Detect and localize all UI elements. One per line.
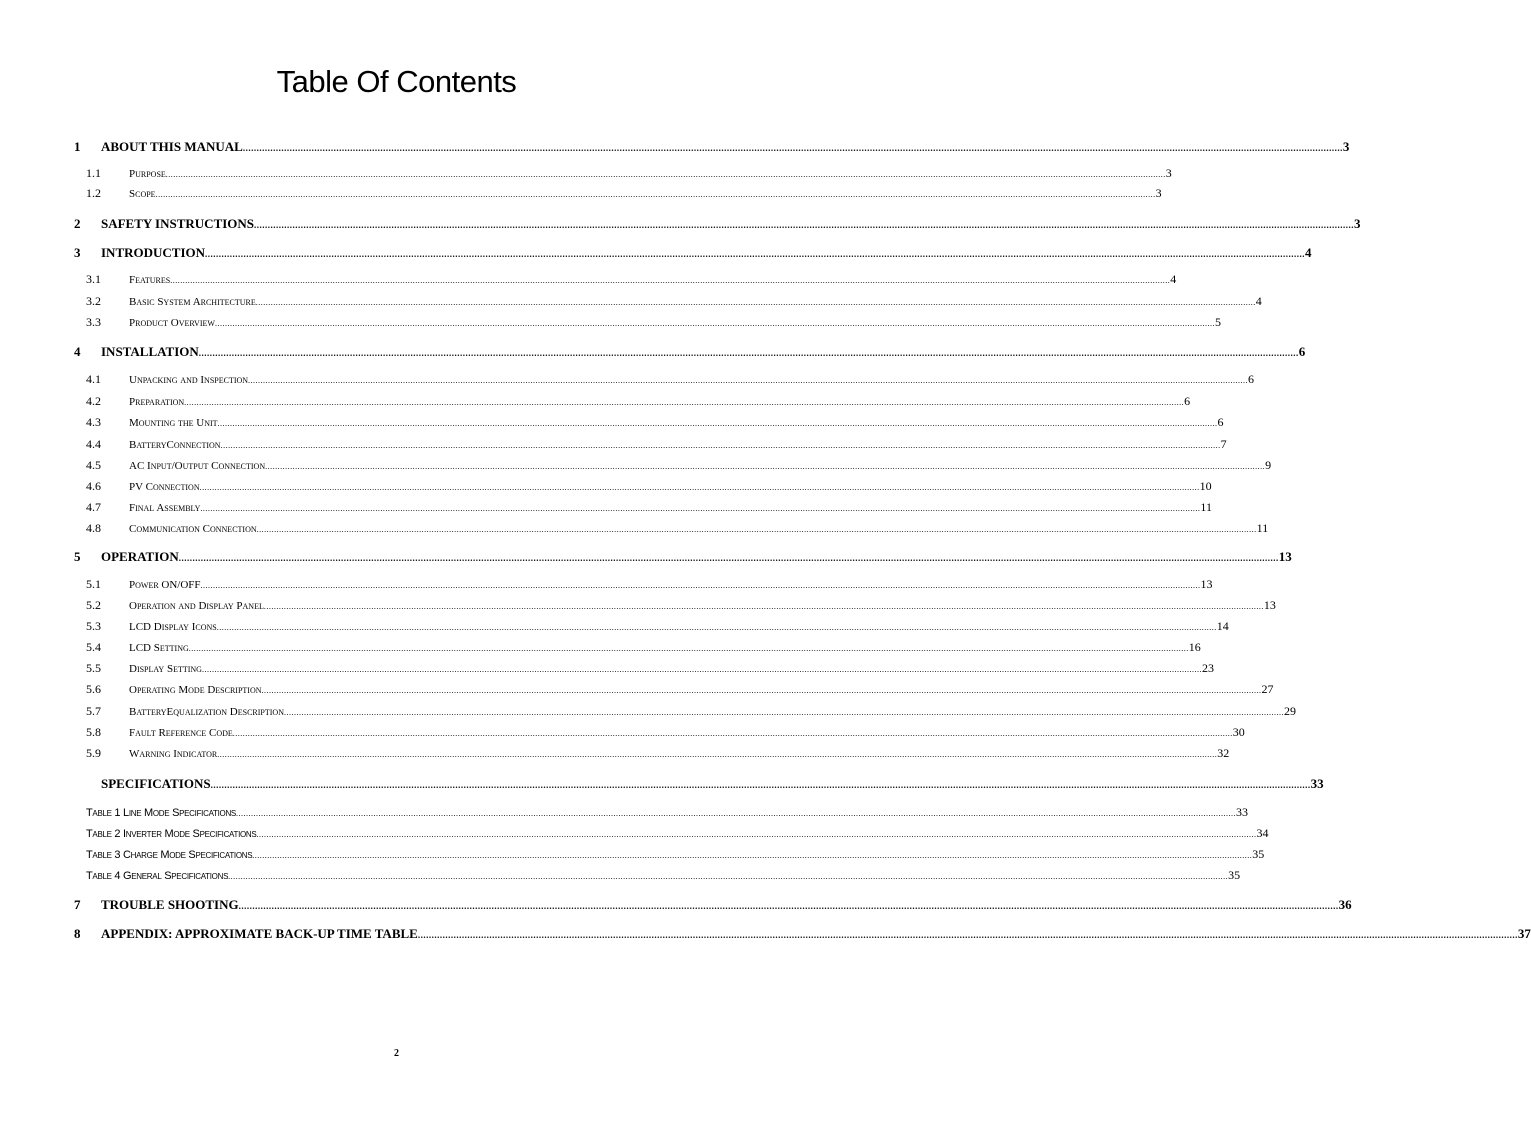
toc-entry-number: 4.6 [86, 479, 101, 493]
toc-entry-page: 7 [1220, 437, 1227, 451]
toc-entry[interactable] [86, 437, 1227, 455]
toc-entry[interactable] [86, 315, 1221, 333]
toc-entry-page: 3 [1165, 166, 1172, 180]
toc-entry-page: 29 [1283, 704, 1296, 718]
toc-entry-label: Final Assembly [129, 502, 201, 514]
toc-entry-number: 1.1 [86, 166, 101, 180]
toc-entry-label: Product Overview [129, 317, 215, 329]
toc-entry-page: 32 [1217, 746, 1230, 760]
toc-entry-page: 9 [1265, 458, 1272, 472]
toc-entry-page: 11 [1200, 500, 1212, 514]
toc-entry-label: Features [129, 274, 171, 286]
toc-entry-page: 35 [1228, 868, 1241, 882]
toc-entry-number: 5.4 [86, 640, 101, 654]
toc-leader-dots: ................................................................................................................................................................................................................................................................................................................................................................................................................ [200, 581, 1201, 590]
toc-leader-dots: ................................................................................................................................................................................................................................................................................................................................................................................................................ [417, 930, 1518, 940]
toc-entry-page: 33 [1310, 776, 1324, 791]
toc-entry[interactable] [86, 805, 1248, 823]
toc-entry-label: Mounting the Unit [129, 417, 218, 429]
toc-entry-page: 6 [1298, 344, 1306, 359]
toc-entry[interactable] [86, 661, 1214, 679]
toc-leader-dots: ................................................................................................................................................................................................................................................................................................................................................................................................................ [252, 851, 1253, 860]
toc-leader-dots: ................................................................................................................................................................................................................................................................................................................................................................................................................ [205, 249, 1306, 259]
toc-entry-label: INSTALLATION [101, 344, 199, 359]
toc-entry-label: SAFETY INSTRUCTIONS [101, 216, 255, 231]
toc-entry-page: 23 [1201, 661, 1214, 675]
page-title: Table Of Contents [276, 64, 517, 99]
toc-leader-dots: ................................................................................................................................................................................................................................................................................................................................................................................................................ [232, 729, 1233, 738]
toc-entry-label: Fault Reference Code [129, 727, 233, 739]
toc-entry-number: 7 [74, 897, 81, 912]
toc-entry[interactable] [74, 776, 1324, 794]
toc-entry[interactable] [86, 598, 1276, 616]
toc-leader-dots: ................................................................................................................................................................................................................................................................................................................................................................................................................ [238, 901, 1339, 911]
toc-entry[interactable] [86, 847, 1265, 865]
toc-entry-label: Unpacking and Inspection [129, 374, 249, 386]
toc-entry-number: 3.2 [86, 294, 101, 308]
toc-entry-page: 34 [1256, 826, 1269, 840]
toc-entry-number: 3 [74, 245, 81, 260]
toc-entry[interactable] [86, 372, 1255, 390]
toc-entry-label: BatteryConnection [129, 439, 221, 451]
toc-entry-label: Warning Indicator [129, 748, 218, 760]
toc-entry-page: 3 [1354, 216, 1361, 231]
toc-leader-dots: ................................................................................................................................................................................................................................................................................................................................................................................................................ [210, 780, 1311, 790]
toc-leader-dots: ................................................................................................................................................................................................................................................................................................................................................................................................................ [228, 872, 1229, 881]
toc-entry-label: Scope [129, 188, 156, 200]
toc-leader-dots: ................................................................................................................................................................................................................................................................................................................................................................................................................ [200, 504, 1201, 513]
toc-entry-page: 4 [1305, 245, 1312, 260]
toc-leader-dots: ................................................................................................................................................................................................................................................................................................................................................................................................................ [248, 376, 1249, 385]
toc-leader-dots: ................................................................................................................................................................................................................................................................................................................................................................................................................ [216, 623, 1217, 632]
toc-leader-dots: ................................................................................................................................................................................................................................................................................................................................................................................................................ [256, 830, 1257, 839]
toc-entry-number: 4.2 [86, 394, 101, 408]
toc-entry-number: 4.3 [86, 415, 101, 429]
toc-entry[interactable] [86, 272, 1177, 290]
toc-entry[interactable] [86, 294, 1262, 312]
toc-leader-dots: ................................................................................................................................................................................................................................................................................................................................................................................................................ [263, 602, 1264, 611]
toc-entry-page: 33 [1235, 805, 1248, 819]
toc-entry-number: 4.8 [86, 521, 101, 535]
toc-entry[interactable] [74, 344, 1306, 362]
toc-entry-page: 3 [1342, 139, 1350, 154]
toc-entry-page: 11 [1256, 521, 1269, 535]
toc-entry-label: LCD Display Icons [129, 621, 217, 633]
toc-leader-dots: ................................................................................................................................................................................................................................................................................................................................................................................................................ [201, 665, 1202, 674]
toc-entry-page: 35 [1252, 847, 1265, 861]
toc-entry-page: 5 [1214, 315, 1221, 329]
toc-entry-label: Table 4 General Specifications [86, 870, 229, 882]
toc-leader-dots: ................................................................................................................................................................................................................................................................................................................................................................................................................ [170, 276, 1171, 285]
toc-entry-page: 6 [1248, 372, 1255, 386]
toc-entry-label: Operating Mode Description [129, 684, 262, 696]
toc-entry-number: 4.7 [86, 500, 101, 514]
toc-leader-dots: ................................................................................................................................................................................................................................................................................................................................................................................................................ [256, 525, 1257, 534]
toc-entry-number: 5.5 [86, 661, 101, 675]
toc-entry-label: SPECIFICATIONS [101, 776, 211, 791]
toc-entry-label: Display Setting [129, 663, 202, 675]
toc-entry[interactable] [74, 549, 1292, 567]
toc-entry-page: 13 [1263, 598, 1276, 612]
toc-leader-dots: ................................................................................................................................................................................................................................................................................................................................................................................................................ [165, 170, 1166, 179]
toc-entry-page: 13 [1200, 577, 1213, 591]
toc-entry-label: Purpose [129, 168, 166, 180]
toc-entry-number: 5.9 [86, 746, 101, 760]
toc-entry-number: 2 [74, 216, 81, 231]
toc-entry-page: 30 [1232, 725, 1245, 739]
toc-entry[interactable] [86, 640, 1201, 658]
toc-entry[interactable] [86, 868, 1241, 886]
toc-leader-dots: ................................................................................................................................................................................................................................................................................................................................................................................................................ [261, 686, 1262, 695]
toc-entry-page: 4 [1170, 272, 1177, 286]
toc-leader-dots: ................................................................................................................................................................................................................................................................................................................................................................................................................ [214, 319, 1215, 328]
toc-entry[interactable] [86, 704, 1296, 722]
toc-entry-page: 4 [1255, 294, 1262, 308]
toc-entry-page: 36 [1338, 897, 1352, 912]
toc-entry-label: TROUBLE SHOOTING [101, 897, 239, 912]
toc-entry-number: 5.1 [86, 577, 101, 591]
toc-leader-dots: ................................................................................................................................................................................................................................................................................................................................................................................................................ [217, 750, 1218, 759]
toc-entry-label: Table 3 Charge Mode Specifications [86, 849, 253, 861]
toc-entry-number: 4 [74, 344, 81, 359]
toc-leader-dots: ................................................................................................................................................................................................................................................................................................................................................................................................................ [184, 398, 1185, 407]
toc-entry-number: 5.8 [86, 725, 101, 739]
toc-entry-number: 5 [74, 549, 81, 564]
toc-entry-label: Basic System Architecture [129, 296, 256, 308]
toc-entry[interactable] [86, 415, 1224, 433]
toc-entry-number: 3.1 [86, 272, 101, 286]
toc-entry-number: 4.4 [86, 437, 101, 451]
toc-entry-number: 4.1 [86, 372, 101, 386]
toc-entry[interactable] [86, 619, 1229, 637]
toc-entry[interactable] [74, 216, 1361, 234]
toc-entry[interactable] [86, 458, 1272, 476]
toc-leader-dots: ................................................................................................................................................................................................................................................................................................................................................................................................................ [199, 483, 1200, 492]
toc-entry[interactable] [86, 479, 1212, 497]
toc-entry-page: 10 [1199, 479, 1212, 493]
toc-entry-label: OPERATION [101, 549, 179, 564]
toc-entry[interactable] [86, 394, 1191, 412]
toc-entry-label: PV Connection [129, 481, 200, 493]
toc-entry[interactable] [86, 186, 1162, 204]
toc-entry-number: 5.7 [86, 704, 101, 718]
toc-entry-number: 1.2 [86, 186, 101, 200]
toc-leader-dots: ................................................................................................................................................................................................................................................................................................................................................................................................................ [265, 462, 1266, 471]
toc-entry-page: 27 [1261, 682, 1274, 696]
toc-entry-number: 5.3 [86, 619, 101, 633]
toc-leader-dots: ................................................................................................................................................................................................................................................................................................................................................................................................................ [220, 441, 1221, 450]
toc-entry[interactable] [86, 577, 1213, 595]
toc-entry-label: Table 2 Inverter Mode Specifications [86, 828, 257, 840]
toc-entry[interactable] [86, 500, 1212, 518]
toc-entry-label: Communication Connection [129, 523, 257, 535]
toc-entry-label: LCD Setting [129, 642, 189, 654]
toc-leader-dots: ................................................................................................................................................................................................................................................................................................................................................................................................................ [155, 190, 1156, 199]
toc-entry-page: 3 [1155, 186, 1162, 200]
toc-entry-label: ABOUT THIS MANUAL [101, 139, 243, 154]
toc-entry-page: 13 [1278, 549, 1292, 564]
toc-entry[interactable] [74, 245, 1312, 263]
toc-entry[interactable] [86, 746, 1230, 764]
toc-entry-label: INTRODUCTION [101, 245, 206, 260]
toc-entry-number: 5.2 [86, 598, 101, 612]
toc-entry-label: Preparation [129, 396, 185, 408]
toc-entry[interactable] [74, 926, 1531, 944]
toc-entry-number: 4.5 [86, 458, 101, 472]
toc-leader-dots: ................................................................................................................................................................................................................................................................................................................................................................................................................ [235, 809, 1236, 818]
toc-leader-dots: ................................................................................................................................................................................................................................................................................................................................................................................................................ [283, 708, 1284, 717]
toc-leader-dots: ................................................................................................................................................................................................................................................................................................................................................................................................................ [255, 298, 1256, 307]
toc-entry-number: 5.6 [86, 682, 101, 696]
toc-leader-dots: ................................................................................................................................................................................................................................................................................................................................................................................................................ [178, 553, 1279, 563]
toc-entry[interactable] [86, 521, 1269, 539]
toc-entry-label: BatteryEqualization Description [129, 706, 284, 718]
toc-leader-dots: ................................................................................................................................................................................................................................................................................................................................................................................................................ [217, 419, 1218, 428]
toc-entry[interactable] [86, 725, 1245, 743]
toc-entry[interactable] [74, 897, 1352, 915]
toc-entry[interactable] [74, 139, 1350, 157]
toc-leader-dots: ................................................................................................................................................................................................................................................................................................................................................................................................................ [188, 644, 1189, 653]
toc-entry-label: APPENDIX: APPROXIMATE BACK-UP TIME TABLE [101, 926, 418, 941]
toc-entry-page: 16 [1188, 640, 1201, 654]
toc-entry-number: 8 [74, 926, 81, 941]
toc-leader-dots: ................................................................................................................................................................................................................................................................................................................................................................................................................ [242, 143, 1343, 153]
toc-entry-number: 1 [74, 139, 81, 154]
page-number: 2 [394, 1048, 399, 1059]
toc-entry-page: 14 [1216, 619, 1229, 633]
toc-entry-label: AC Input/Output Connection [129, 460, 266, 472]
toc-entry-page: 6 [1217, 415, 1224, 429]
toc-entry-page: 6 [1184, 394, 1191, 408]
toc-entry-label: Operation and Display Panel [129, 600, 264, 612]
toc-entry-label: Table 1 Line Mode Specifications [86, 807, 236, 819]
toc-entry-label: Power ON/OFF [129, 579, 201, 591]
toc-entry[interactable] [86, 826, 1269, 844]
toc-entry[interactable] [86, 166, 1172, 184]
toc-entry-number: 3.3 [86, 315, 101, 329]
toc-entry-page: 37 [1517, 926, 1531, 941]
toc-leader-dots: ................................................................................................................................................................................................................................................................................................................................................................................................................ [254, 220, 1355, 230]
toc-entry[interactable] [86, 682, 1274, 700]
toc-leader-dots: ................................................................................................................................................................................................................................................................................................................................................................................................................ [198, 348, 1299, 358]
